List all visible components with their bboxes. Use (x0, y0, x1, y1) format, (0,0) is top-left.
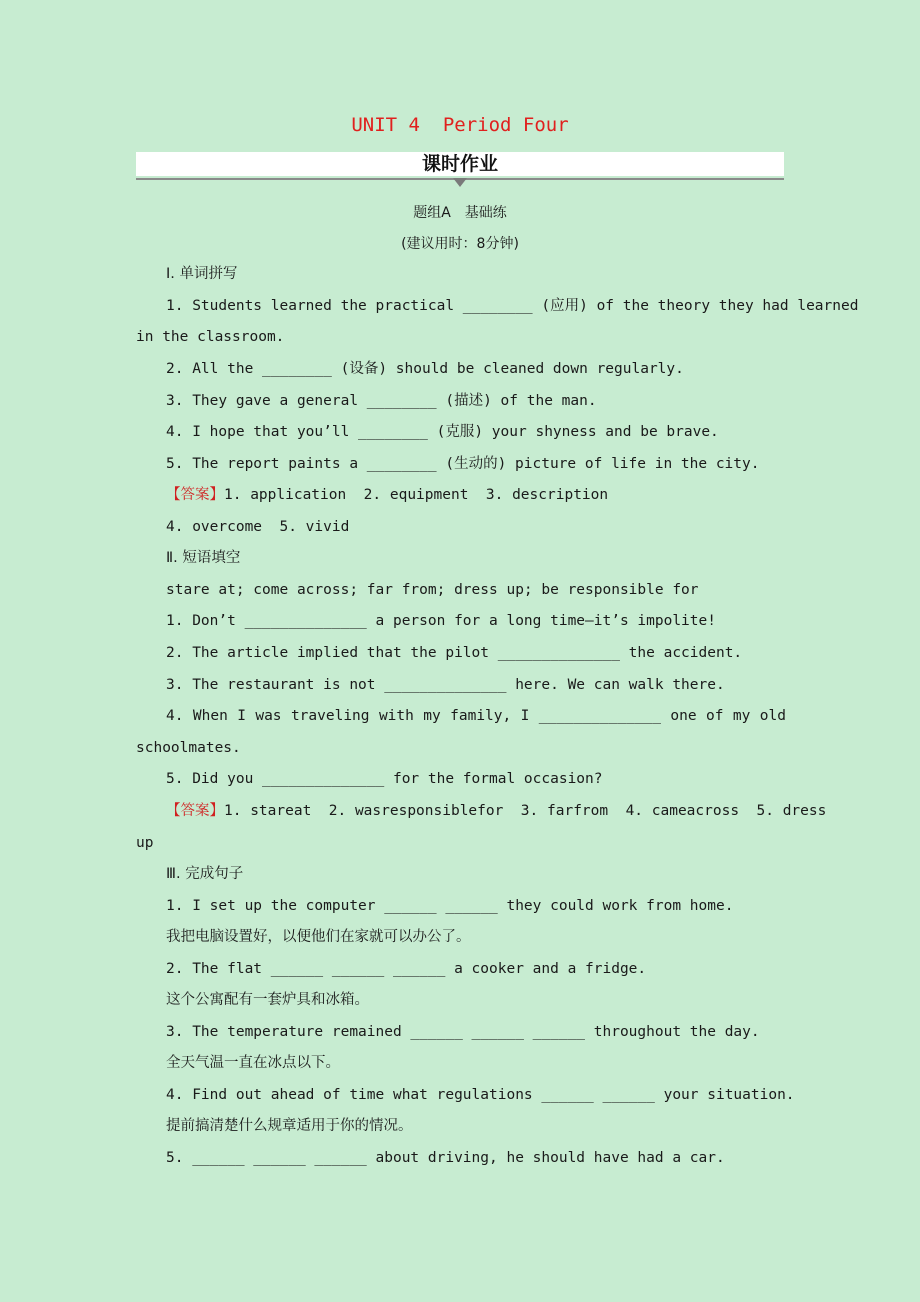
word: ______________ (538, 708, 662, 724)
translation-text: 提前搞清楚什么规章适用于你的情况。 (166, 1118, 413, 1134)
time-hint: (建议用时：8分钟) (401, 236, 519, 252)
group-label: 题组A 基础练 (413, 205, 507, 221)
banner-title: 课时作业 (421, 153, 498, 175)
translation-text: 这个公寓配有一套炉具和冰箱。 (166, 992, 369, 1008)
question-text: schoolmates. (136, 740, 241, 756)
word: 4. (166, 708, 184, 724)
word: of (706, 708, 724, 724)
answer-text: 1. application 2. equipment 3. description (224, 487, 609, 503)
question-text: 5. ______ ______ ______ about driving, he should have had a car. (166, 1150, 725, 1166)
word: one (670, 708, 697, 724)
word: with (378, 708, 414, 724)
answer-text: up (136, 835, 154, 851)
section-heading: Ⅱ. 短语填空 (166, 550, 241, 566)
question-text: 5. Did you ______________ for the formal occasion? (166, 771, 603, 787)
section-heading: Ⅰ. 单词拼写 (166, 266, 238, 282)
question-text (166, 706, 786, 726)
word: traveling (290, 708, 370, 724)
word: I (237, 708, 246, 724)
word: family, (450, 708, 512, 724)
answer-text: 4. overcome 5. vivid (166, 519, 350, 535)
answer-text: 1. stareat 2. wasresponsiblefor 3. farfrom 4. cameacross 5. dress (224, 803, 827, 819)
question-text: 4. I hope that you’ll ________ (克服) your shyness and be brave. (166, 424, 719, 440)
word: old (759, 708, 786, 724)
question-text: 2. The flat ______ ______ ______ a cooker and a fridge. (166, 961, 647, 977)
answer-line (166, 801, 826, 821)
phrase-options: stare at; come across; far from; dress up; be responsible for (166, 582, 699, 598)
word: When (192, 708, 228, 724)
page-title: UNIT 4 Period Four (351, 114, 569, 136)
section-heading: Ⅲ. 完成句子 (166, 866, 244, 882)
word: was (255, 708, 282, 724)
word: my (732, 708, 751, 724)
translation-text: 我把电脑设置好，以便他们在家就可以办公了。 (166, 929, 471, 945)
question-text: 4. Find out ahead of time what regulations ______ ______ your situation. (166, 1087, 795, 1103)
section-banner (136, 152, 784, 188)
word: I (520, 708, 530, 724)
question-text: 1. I set up the computer ______ ______ they could work from home. (166, 898, 734, 914)
answer-tag: 【答案】 (166, 487, 224, 503)
question-text: 2. The article implied that the pilot ______________ the accident. (166, 645, 743, 661)
question-text: 3. They gave a general ________ (描述) of the man. (166, 393, 597, 409)
question-text: 3. The temperature remained ______ ______ ______ throughout the day. (166, 1024, 760, 1040)
question-text: 2. All the ________ (设备) should be cleaned down regularly. (166, 361, 684, 377)
question-text: 3. The restaurant is not ______________ here. We can walk there. (166, 677, 725, 693)
triangle-down-icon (453, 178, 467, 187)
answer-line (166, 485, 826, 505)
answer-tag: 【答案】 (166, 803, 224, 819)
question-text: 1. Don’t ______________ a person for a long time—it’s impolite! (166, 613, 716, 629)
word: my (423, 708, 441, 724)
translation-text: 全天气温一直在冰点以下。 (166, 1055, 340, 1071)
question-text: 1. Students learned the practical ________ (应用) of the theory they had learned (166, 298, 859, 314)
question-text: 5. The report paints a ________ (生动的) picture of life in the city. (166, 456, 760, 472)
question-text: in the classroom. (136, 329, 285, 345)
